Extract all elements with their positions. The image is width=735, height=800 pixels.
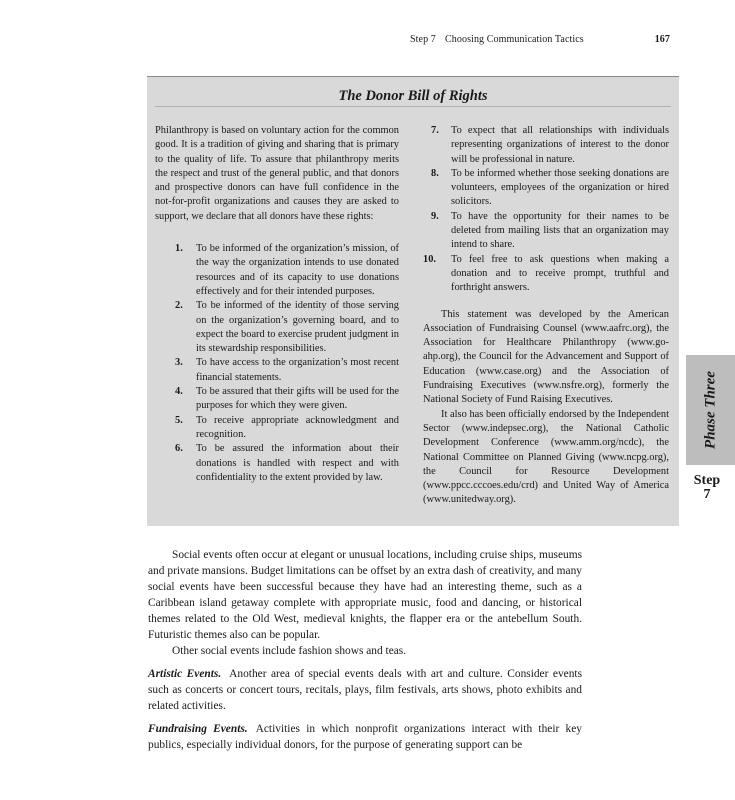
right-item [167, 242, 399, 299]
running-head-step: Step 7 [410, 34, 436, 45]
right-number: 2. [175, 300, 183, 312]
right-text: To be informed of the identity of those serving on the organization’s governing board, and to expect the board to exercise prudent judgment in its stewardship responsibilities. [196, 300, 399, 355]
rights-list-part2 [423, 124, 669, 296]
section-heading: Artistic Events. [148, 668, 222, 680]
right-text: To have access to the organization’s most recent financial statements. [196, 357, 399, 383]
box-left-column [155, 124, 399, 485]
right-text: To expect that all relationships with individuals representing organizations of interest to the donor will be professional in nature. [451, 125, 669, 165]
step-marker-number: 7 [703, 487, 711, 502]
body-paragraph: Social events often occur at elegant or unusual locations, including cruise ships, museums and private mansions. Budget limitations can be offset by an extra dash of creativity, and many social events have been successful because they have had an interesting theme, such as a Caribbean island getaway complete with appropriate music, food and dancing, or historical themes related to the Old West, medieval knights, the flapper era or the antebellum South. Futuristic themes also can be popular. [148, 549, 582, 641]
artistic-events-section [148, 666, 582, 714]
right-item [423, 253, 669, 296]
phase-tab [686, 355, 735, 465]
fundraising-events-section [148, 721, 582, 753]
box-right-column [423, 124, 669, 508]
right-text: To be informed of the organization’s mission, of the way the organization intends to use donated resources and of its capacity to use donations effectively and for their intended purposes. [196, 243, 399, 297]
right-text: To receive appropriate acknowledgment and recognition. [196, 414, 399, 440]
right-number: 3. [175, 357, 183, 369]
page-number: 167 [654, 34, 670, 45]
rights-list-part1 [155, 242, 399, 485]
right-text: To have the opportunity for their names to be deleted from mailing lists that an organization may intend to share. [451, 210, 669, 251]
right-number: 4. [175, 386, 183, 398]
section-text: Activities in which nonprofit organizations interact with their key publics, especially individual donors, for the purpose of generating support can be [148, 723, 582, 751]
right-text: To feel free to ask questions when making a donation and to receive prompt, truthful and forthright answers. [451, 253, 669, 294]
right-item [167, 385, 399, 414]
body-text [148, 547, 582, 753]
section-heading: Fundraising Events. [148, 723, 248, 735]
body-paragraph: Other social events include fashion shows and teas. [172, 645, 407, 657]
step-marker-word: Step [693, 473, 721, 488]
title-rule [155, 106, 671, 107]
right-number: 1. [175, 243, 183, 255]
right-text: To be assured the information about their donations is handled with respect and with confidentiality to the extent provided by law. [196, 443, 399, 483]
box-intro: Philanthropy is based on voluntary action for the common good. It is a tradition of giving and sharing that is primary to the quality of life. To assure that philanthropy merits the respect and trust of the general public, and that donors and prospective donors can have full confidence in the not-for-profit organizations and causes they are asked to support, we declare that all donors have these rights: [155, 125, 399, 222]
right-item [167, 414, 399, 443]
right-item [167, 442, 399, 485]
section-text: Another area of special events deals with art and culture. Consider events such as concerts or concert tours, recitals, plays, film festivals, arts shows, photo exhibits and related activities. [148, 668, 583, 712]
donor-bill-of-rights-box [147, 76, 679, 526]
right-number: 10. [423, 253, 436, 265]
right-number: 5. [175, 414, 183, 426]
endorsement-statement: It also has been officially endorsed by the Independent Sector (www.indepsec.org), the National Catholic Development Conference (www.amm.org/ncdc), the National Committee on Planned Giving (www.ncpg.org), the Council for Resource Development (www.ppcc.cccoes.edu/crd) and United Way of America (www.unitedway.org). [423, 408, 669, 506]
right-number: 7. [431, 125, 439, 136]
right-number: 8. [431, 167, 439, 179]
right-number: 9. [431, 210, 439, 222]
development-statement: This statement was developed by the American Association of Fundraising Counsel (www.aafrc.org), the Association for Healthcare Philanthropy (www.go-ahp.org), the Council for the Advancement and Support of Education (www.case.org) and the Association of Fundraising Executives (www.nsfre.org), formerly the National Society of Fund Raising Executives. [423, 308, 669, 406]
right-number: 6. [175, 443, 183, 455]
right-item [423, 167, 669, 210]
right-item [423, 124, 669, 167]
right-item [167, 299, 399, 356]
step-marker [686, 474, 728, 502]
running-head-chapter-title: Choosing Communication Tactics [445, 34, 584, 45]
right-text: To be assured that their gifts will be used for the purposes for which they were given. [196, 386, 399, 412]
right-item [167, 356, 399, 385]
box-title: The Donor Bill of Rights [338, 88, 488, 104]
right-item [423, 210, 669, 253]
phase-label: Phase Three [702, 371, 718, 449]
right-text: To be informed whether those seeking donations are volunteers, employees of the organization or hired solicitors. [451, 167, 669, 208]
